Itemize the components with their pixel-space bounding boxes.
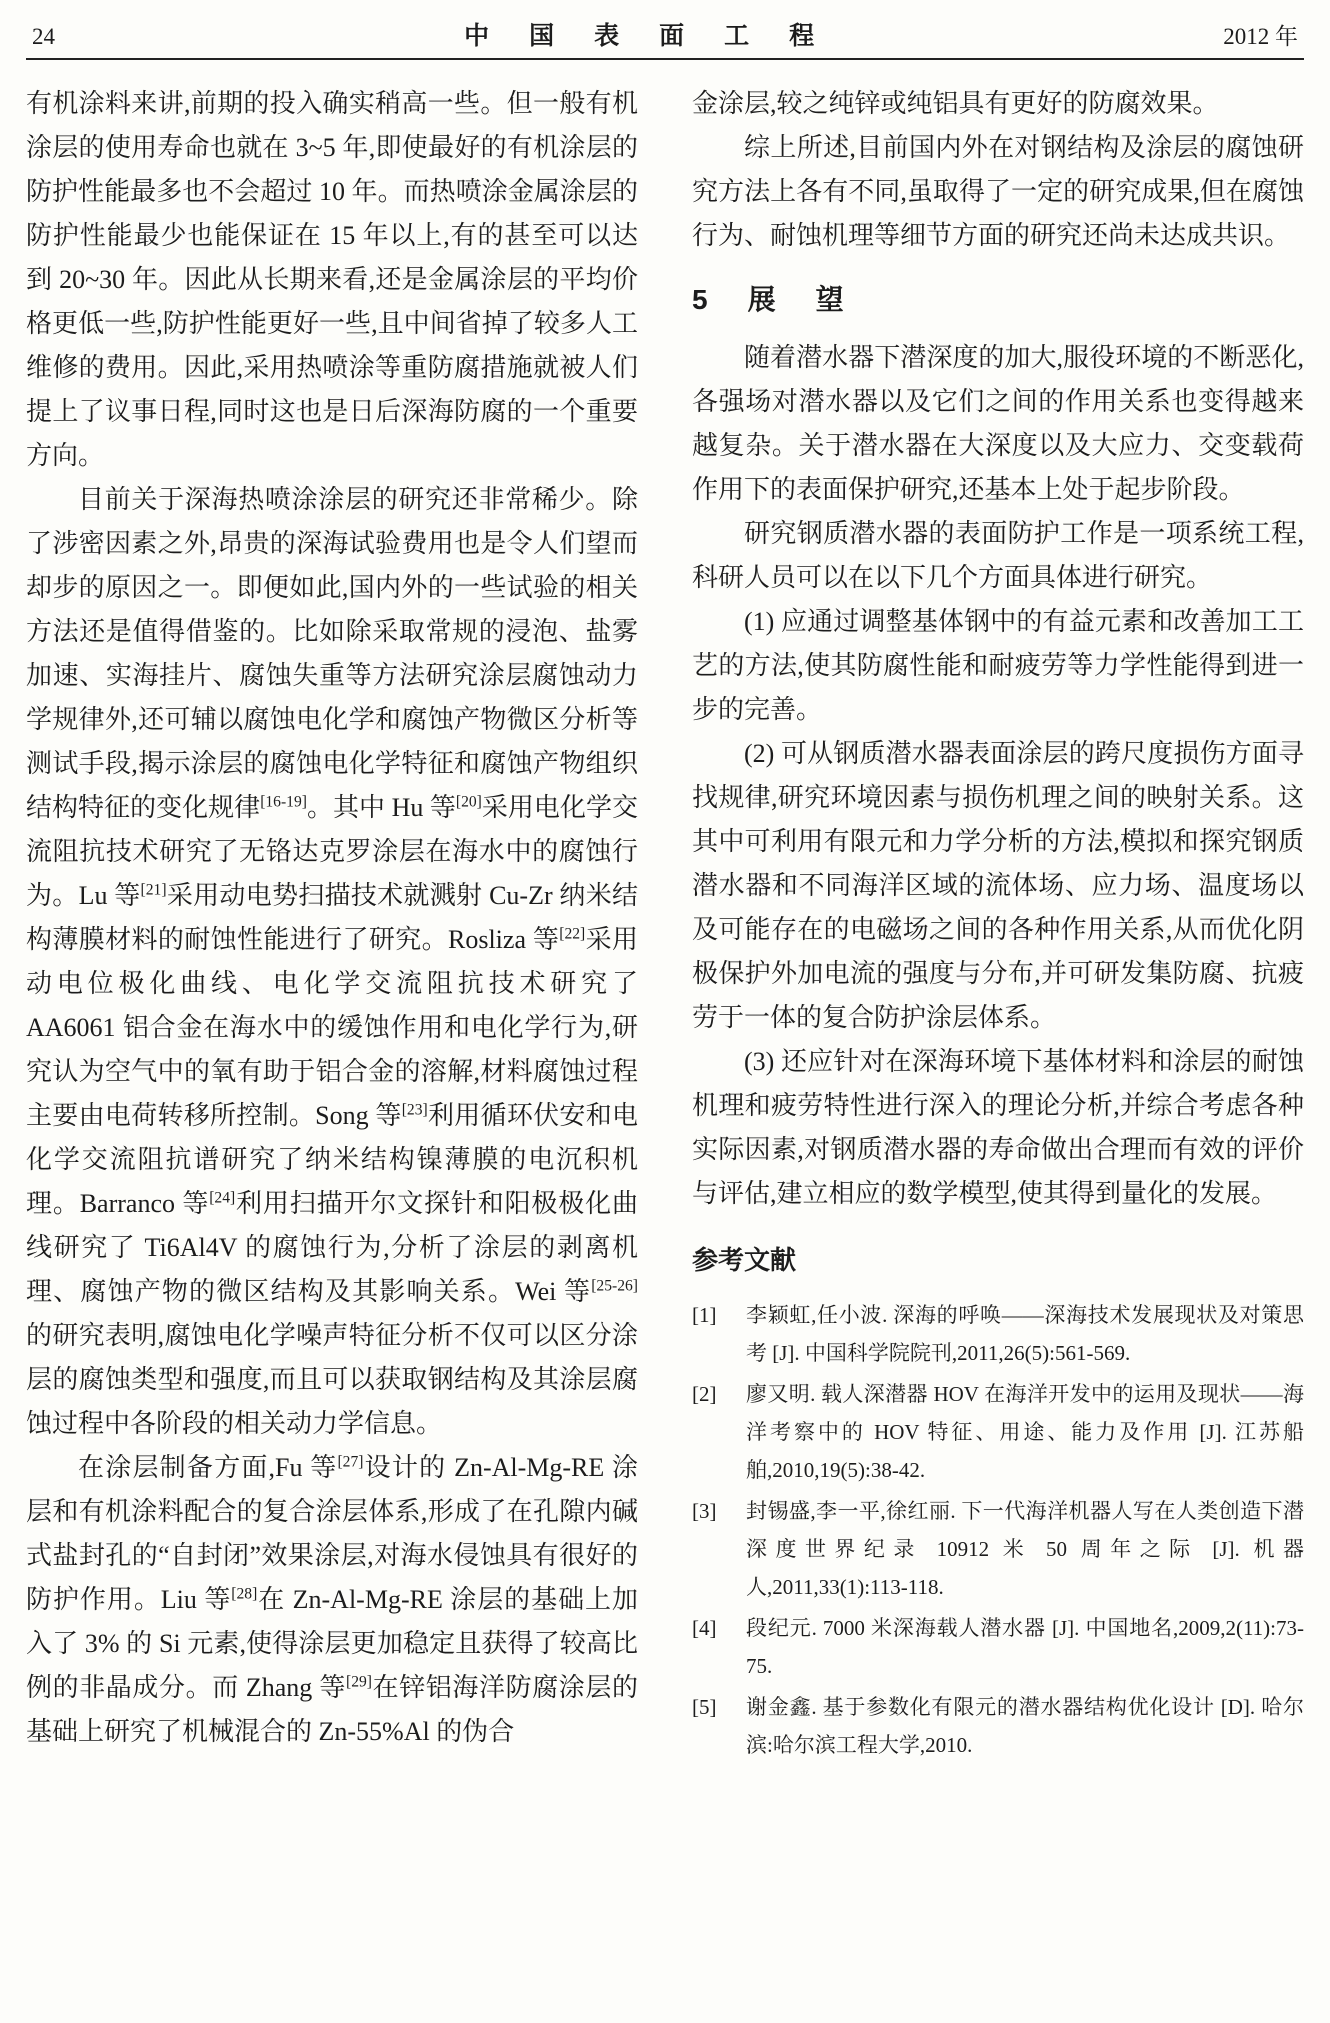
reference-number: [3] [692,1499,717,1523]
reference-text: 封锡盛,李一平,徐红丽. 下一代海洋机器人写在人类创造下潜深度世界纪录 10912 米 50 周年之际 [J]. 机器人,2011,33(1):113-118. [746,1499,1304,1599]
year-label: 2012 年 [1223,24,1298,49]
reference-item [692,1375,1304,1489]
reference-text: 段纪元. 7000 米深海载人潜水器 [J]. 中国地名,2009,2(11):73-75. [746,1616,1304,1678]
references-heading: 参考文献 [692,1245,797,1275]
paragraph: (1) 应通过调整基体钢中的有益元素和改善加工工艺的方法,使其防腐性能和耐疲劳等力学性能得到进一步的完善。 [692,607,1304,724]
paragraph: (3) 还应针对在深海环境下基体材料和涂层的耐蚀机理和疲劳特性进行深入的理论分析,并综合考虑各种实际因素,对钢质潜水器的寿命做出合理而有效的评价与评估,建立相应的数学模型,使其得到量化的发展。 [692,1047,1304,1208]
body-columns [26,82,1304,1767]
paragraph: 随着潜水器下潜深度的加大,服役环境的不断恶化,各强场对潜水器以及它们之间的作用关系也变得越来越复杂。关于潜水器在大深度以及大应力、交变载荷作用下的表面保护研究,还基本上处于起步阶段。 [692,343,1304,504]
reference-number: [1] [692,1303,717,1327]
left-column [26,82,638,1767]
paragraph: (2) 可从钢质潜水器表面涂层的跨尺度损伤方面寻找规律,研究环境因素与损伤机理之间的映射关系。这其中可利用有限元和力学分析的方法,模拟和探究钢质潜水器和不同海洋区域的流体场、应力场、温度场以及可能存在的电磁场之间的各种作用关系,从而优化阴极保护外加电流的强度与分布,并可研发集防腐、抗疲劳于一体的复合防护涂层体系。 [692,739,1304,1032]
paragraph: 在涂层制备方面,Fu 等[27]设计的 Zn-Al-Mg-RE 涂层和有机涂料配合的复合涂层体系,形成了在孔隙内碱式盐封孔的“自封闭”效果涂层,对海水侵蚀具有很好的防护作用。Liu 等[28]在 Zn-Al-Mg-RE 涂层的基础上加入了 3% 的 Si 元素,使得涂层更加稳定且获得了较高比例的非晶成分。而 Zhang 等[29]在锌铝海洋防腐涂层的基础上研究了机械混合的 Zn-55%Al 的伪合 [26,1453,638,1746]
right-column [692,82,1304,1767]
section-title: 展 望 [747,284,850,315]
paragraph: 研究钢质潜水器的表面防护工作是一项系统工程,科研人员可以在以下几个方面具体进行研究。 [692,519,1304,592]
paragraph: 有机涂料来讲,前期的投入确实稍高一些。但一般有机涂层的使用寿命也就在 3~5 年,即使最好的有机涂层的防护性能最多也不会超过 10 年。而热喷涂金属涂层的防护性能最少也能保证在 15 年以上,有的甚至可以达到 20~30 年。因此从长期来看,还是金属涂层的平均价格更低一些,防护性能更好一些,且中间省掉了较多人工维修的费用。因此,采用热喷涂等重防腐措施就被人们提上了议事日程,同时这也是日后深海防腐的一个重要方向。 [26,89,638,470]
reference-text: 谢金鑫. 基于参数化有限元的潜水器结构优化设计 [D]. 哈尔滨:哈尔滨工程大学,2010. [746,1695,1304,1757]
reference-number: [5] [692,1695,717,1719]
reference-item [692,1296,1304,1372]
reference-text: 李颖虹,任小波. 深海的呼唤——深海技术发展现状及对策思考 [J]. 中国科学院院刊,2011,26(5):561-569. [746,1303,1304,1365]
section-number: 5 [692,284,708,315]
reference-item [692,1492,1304,1606]
section-5-heading [692,278,1304,322]
header-rule [26,58,1304,60]
reference-item [692,1609,1304,1685]
reference-text: 廖又明. 载人深潜器 HOV 在海洋开发中的运用及现状——海洋考察中的 HOV 特征、用途、能力及作用 [J]. 江苏船舶,2010,19(5):38-42. [746,1382,1304,1482]
paragraph: 综上所述,目前国内外在对钢结构及涂层的腐蚀研究方法上各有不同,虽取得了一定的研究成果,但在腐蚀行为、耐蚀机理等细节方面的研究还尚未达成共识。 [692,133,1304,250]
page-header [32,16,1298,52]
journal-title: 中国表面工程 [464,22,855,50]
page-number: 24 [32,24,55,49]
paragraph: 金涂层,较之纯锌或纯铝具有更好的防腐效果。 [692,89,1219,118]
reference-item [692,1688,1304,1764]
reference-number: [4] [692,1616,717,1640]
reference-number: [2] [692,1382,717,1406]
paragraph: 目前关于深海热喷涂涂层的研究还非常稀少。除了涉密因素之外,昂贵的深海试验费用也是令人们望而却步的原因之一。即便如此,国内外的一些试验的相关方法还是值得借鉴的。比如除采取常规的浸泡、盐雾加速、实海挂片、腐蚀失重等方法研究涂层腐蚀动力学规律外,还可辅以腐蚀电化学和腐蚀产物微区分析等测试手段,揭示涂层的腐蚀电化学特征和腐蚀产物组织结构特征的变化规律[16-19]。其中 Hu 等[20]采用电化学交流阻抗技术研究了无铬达克罗涂层在海水中的腐蚀行为。Lu 等[21]采用动电势扫描技术就溅射 Cu-Zr 纳米结构薄膜材料的耐蚀性能进行了研究。Rosliza 等[22]采用动电位极化曲线、电化学交流阻抗技术研究了 AA6061 铝合金在海水中的缓蚀作用和电化学行为,研究认为空气中的氧有助于铝合金的溶解,材料腐蚀过程主要由电荷转移所控制。Song 等[23]利用循环伏安和电化学交流阻抗谱研究了纳米结构镍薄膜的电沉积机理。Barranco 等[24]利用扫描开尔文探针和阳极极化曲线研究了 Ti6Al4V 的腐蚀行为,分析了涂层的剥离机理、腐蚀产物的微区结构及其影响关系。Wei 等[25-26]的研究表明,腐蚀电化学噪声特征分析不仅可以区分涂层的腐蚀类型和强度,而且可以获取钢结构及其涂层腐蚀过程中各阶段的相关动力学信息。 [26,485,638,1438]
